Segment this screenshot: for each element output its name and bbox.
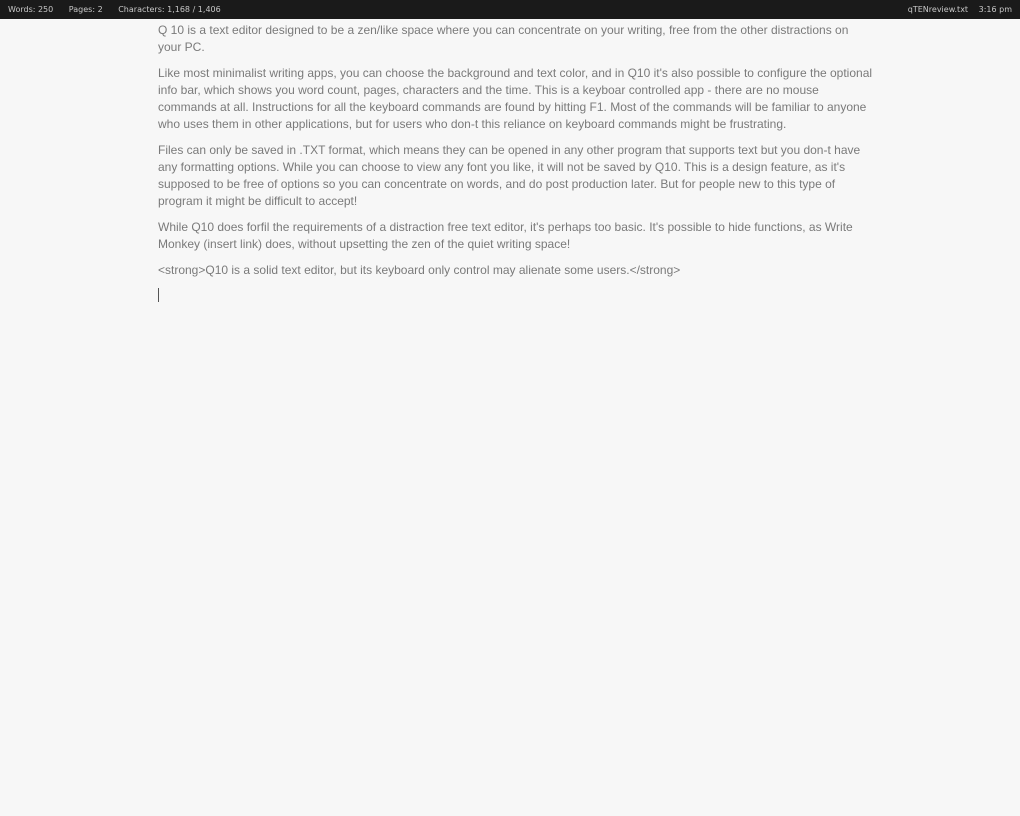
clock-time: 3:16 pm: [978, 5, 1012, 14]
paragraph[interactable]: <strong>Q10 is a solid text editor, but its keyboard only control may alienate some users.</strong>: [158, 263, 681, 277]
info-bar-stats: [8, 0, 234, 19]
text-editor-area[interactable]: [158, 22, 873, 302]
character-count: Characters: 1,168 / 1,406: [118, 5, 221, 14]
page-count: Pages: 2: [68, 5, 103, 14]
paragraph[interactable]: Files can only be saved in .TXT format, which means they can be opened in any other program that supports text but you don-t have any formatting options. While you can choose to view any font you like, it will not be saved by Q10. This is a design feature, as it's supposed to be free of options so you can concentrate on words, and do post production later. But for people new to this type of program it might be difficult to accept!: [158, 143, 861, 208]
info-bar-file-time: [900, 0, 1012, 19]
paragraph[interactable]: Like most minimalist writing apps, you can choose the background and text color, and in Q10 it's also possible to configure the optional info bar, which shows you word count, pages, characters and the time. This is a keyboar controlled app - there are no mouse commands at all. Instructions for all the keyboard commands are found by hitting F1. Most of the commands will be familiar to anyone who uses them in other applications, but for users who don-t this reliance on keyboard commands might be frustrating.: [158, 66, 873, 131]
info-bar: [0, 0, 1020, 19]
paragraph[interactable]: Q 10 is a text editor designed to be a zen/like space where you can concentrate on your writing, free from the other distractions on your PC.: [158, 23, 849, 54]
file-name: qTENreview.txt: [907, 5, 969, 14]
paragraph[interactable]: While Q10 does forfil the requirements of a distraction free text editor, it's perhaps too basic. It's possible to hide functions, as Write Monkey (insert link) does, without upsetting the zen of the quiet writing space!: [158, 220, 853, 251]
word-count: Words: 250: [8, 5, 54, 14]
text-cursor: [158, 288, 159, 302]
